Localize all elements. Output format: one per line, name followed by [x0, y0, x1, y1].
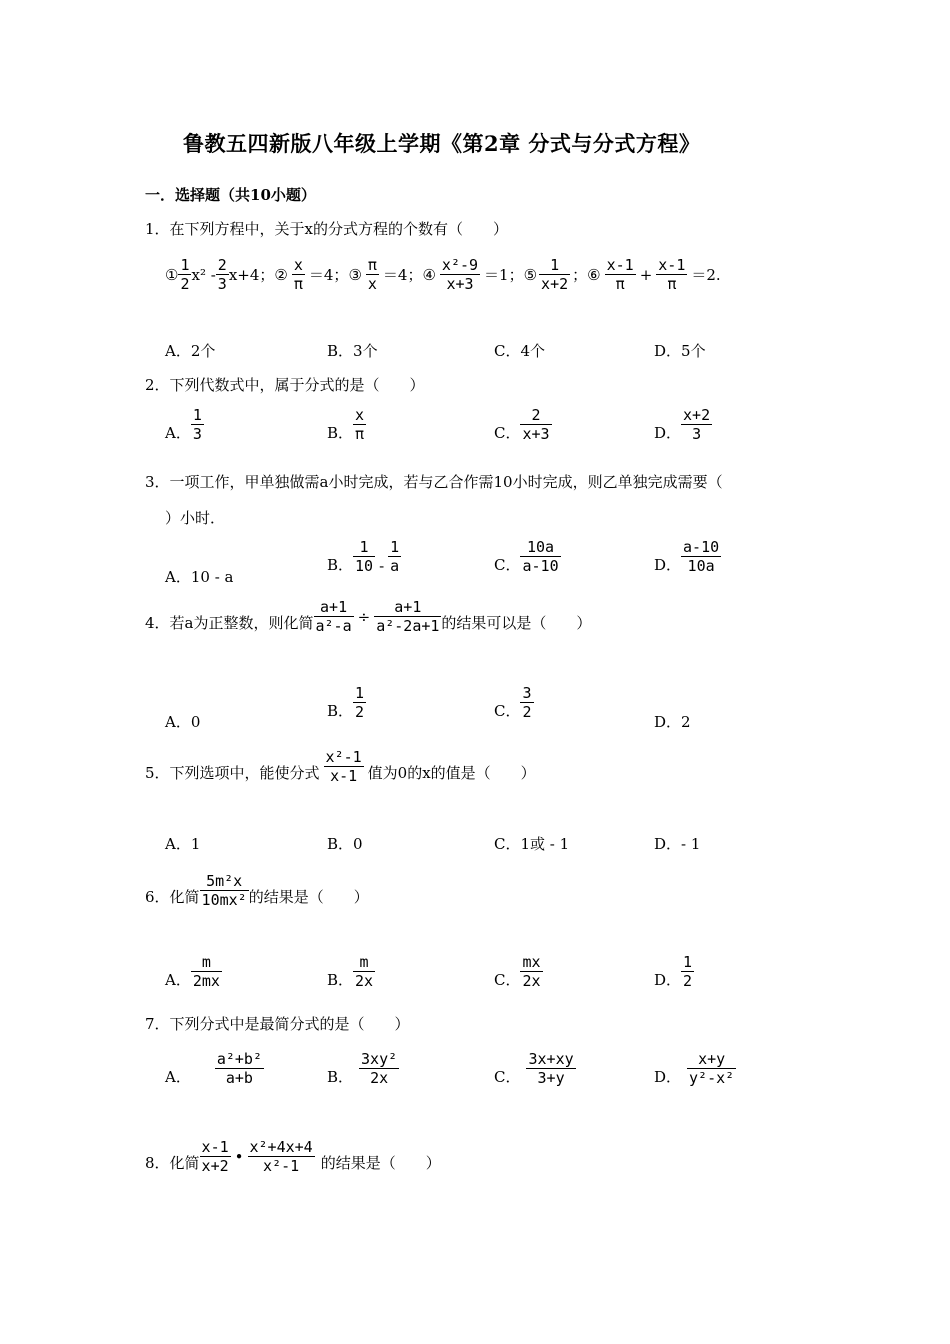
option-d: D． $\frac{x+2}{3}$: [654, 406, 711, 443]
eq1-label: ①: [165, 265, 179, 284]
option-c: C．4个: [494, 342, 546, 360]
option-c: C． $\frac{2}{x+3}$: [494, 406, 550, 443]
option-a: A．0: [165, 713, 201, 731]
option-a: A．2个: [165, 342, 216, 360]
eq4-text: ＝1；: [484, 266, 524, 284]
option-b: B． $\frac{\text{3xy²}}{2x}$: [327, 1050, 398, 1087]
question-1-stem: 1．在下列方程中，关于x的分式方程的个数有（ ）: [145, 220, 509, 238]
option-b: B． $\frac{m}{2x}$: [327, 953, 374, 990]
fraction: $\frac{\pi}{x}$: [367, 256, 377, 293]
option-c: C．1或 - 1: [494, 835, 570, 853]
page-title: 鲁教五四新版八年级上学期《第2章 分式与分式方程》: [183, 131, 701, 156]
question-7-stem: 7．下列分式中是最简分式的是（ ）: [145, 1015, 410, 1033]
option-b: B． $\frac{1}{10}$ - $\frac{1}{a}$: [327, 538, 400, 575]
eq1-text: x² -: [191, 265, 216, 284]
fraction: $\frac{2}{3}$: [217, 256, 227, 293]
eq6-plus: +: [639, 265, 653, 284]
option-a: A． $\frac{1}{3}$: [165, 406, 202, 443]
question-1-equations: [165, 256, 721, 293]
fraction: $\frac{x-1}{\pi}$: [606, 256, 634, 293]
question-2-stem: 2．下列代数式中，属于分式的是（ ）: [145, 376, 425, 394]
eq3-text: ＝4；: [382, 266, 423, 284]
fraction: $\frac{1}{2}$: [180, 256, 190, 293]
option-c: C． $\frac{3}{2}$: [494, 684, 532, 721]
option-c: C． $\frac{3x+xy}{3+y}$: [494, 1050, 574, 1087]
option-a: A．10 - a: [165, 568, 234, 586]
eq2-label: ②: [274, 265, 288, 284]
option-d: D． $\frac{a-10}{10a}$: [654, 538, 720, 575]
fraction: $\frac{x}{\pi}$: [293, 256, 303, 293]
eq5-label: ⑤: [523, 265, 538, 284]
option-c: C． $\frac{mx}{2x}$: [494, 953, 541, 990]
option-b: B．3个: [327, 342, 378, 360]
option-b: B． $\frac{1}{2}$: [327, 684, 365, 721]
eq2-text: ＝4；: [308, 266, 349, 284]
eq3-label: ③: [348, 265, 362, 284]
eq5-text: ；: [572, 266, 588, 284]
section-heading: 一．选择题（共10小题）: [145, 186, 316, 204]
option-d: D．5个: [654, 342, 706, 360]
question-3-stem: 3．一项工作，甲单独做需a小时完成，若与乙合作需10小时完成，则乙单独完成需要（: [145, 473, 723, 491]
fraction: $\frac{\text{x²-9}}{x+3}$: [441, 256, 479, 293]
fraction: $\frac{x-1}{\pi}$: [658, 256, 686, 293]
option-d: D．2: [654, 713, 691, 731]
eq1-text: x+4；: [228, 266, 275, 284]
eq6-text: ＝2.: [691, 266, 721, 284]
option-d: D． $\frac{1}{2}$: [654, 953, 693, 990]
question-5-stem: 5．下列选项中，能使分式 $\frac{\text{x²-1}}{x-1}$ 值为0的x的值是（ ）: [145, 748, 536, 785]
option-b: B． $\frac{x}{\pi}$: [327, 406, 365, 443]
option-b: B．0: [327, 835, 363, 853]
question-6-stem: 6．化简 $\frac{\text{5m²x}}{\text{10mx²}}$ 的结果是（ ）: [145, 872, 369, 909]
option-d: D． $\frac{x+y}{\text{y²-x²}}$: [654, 1050, 735, 1087]
option-c: C． $\frac{10a}{a-10}$: [494, 538, 559, 575]
option-d: D．- 1: [654, 835, 701, 853]
eq6-label: ⑥: [587, 265, 601, 284]
question-4-stem: 4．若a为正整数，则化简 $\frac{a+1}{\text{a²-a}}$ ÷ $\frac{a+1}{\text{a²-2a+1}}$ 的结果可以是（ ）: [145, 598, 592, 635]
option-a: A． $\frac{m}{2mx}$: [165, 953, 220, 990]
question-3-stem-cont: ）小时．: [165, 509, 226, 527]
option-a: A．1: [165, 835, 201, 853]
eq4-label: ④: [422, 265, 436, 284]
fraction: $\frac{1}{x+2}$: [541, 256, 569, 293]
question-8-stem: 8．化简 $\frac{x-1}{x+2}$ • $\frac{\text{x²+4x+4}}{\text{x²-1}}$ 的结果是（ ）: [145, 1138, 441, 1175]
option-a: A． $\frac{\text{a²+b²}}{a+b}$: [165, 1050, 262, 1087]
